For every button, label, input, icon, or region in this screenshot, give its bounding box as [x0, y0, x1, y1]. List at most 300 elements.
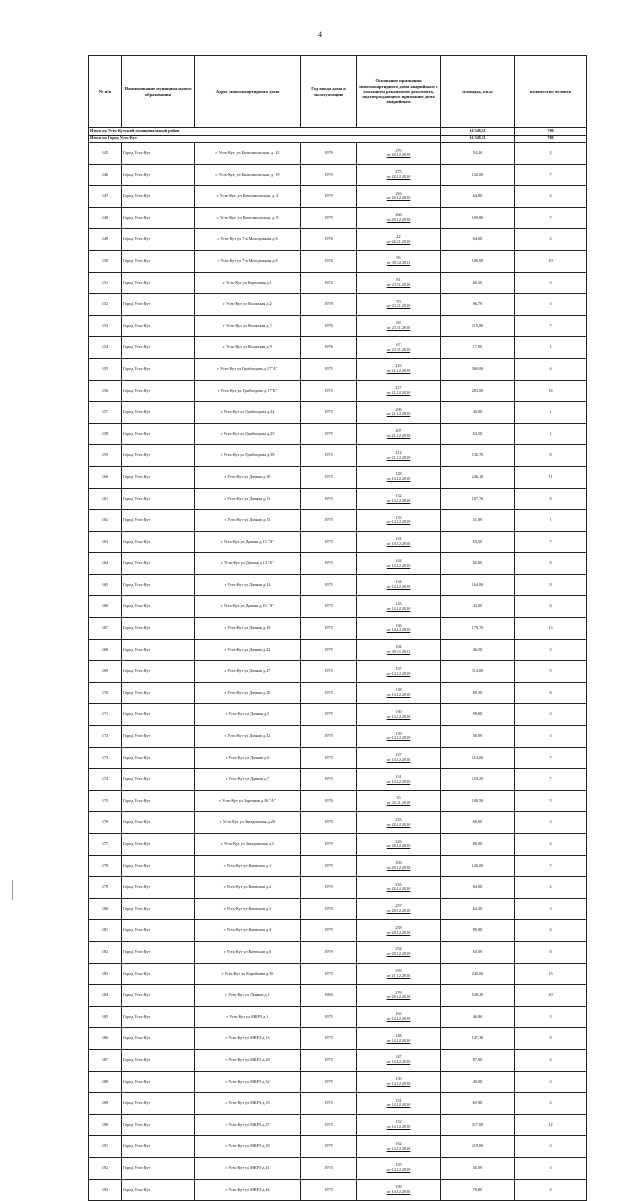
cell-year: 1979 — [301, 920, 357, 942]
cell-area: 36,00 — [441, 1157, 515, 1179]
cell-num: 151 — [89, 272, 122, 294]
basis-doc-date: от 21.12.2010 — [386, 454, 411, 460]
cell-address: г Усть-Кут ул Грибоедова д.17"Б" — [195, 380, 301, 402]
cell-municipality: Город Усть-Кут — [122, 1028, 195, 1050]
cell-area: 528,20 — [441, 985, 515, 1007]
table-row — [89, 1093, 587, 1115]
cell-basis — [357, 553, 441, 575]
cell-num: 187 — [89, 1049, 122, 1071]
cell-people: 7 — [515, 855, 587, 877]
cell-year: 1975 — [301, 423, 357, 445]
basis-doc-date: от 28.12.2010 — [386, 821, 411, 827]
basis-doc-number: 151 — [395, 1097, 402, 1103]
basis-doc-date: от 23.11.2010 — [386, 281, 411, 287]
cell-basis — [357, 985, 441, 1007]
cell-address: г Усть-Кут ул МКРЗ д.44 — [195, 1179, 301, 1201]
cell-basis — [357, 445, 441, 467]
basis-doc-number: 127 — [395, 752, 402, 758]
cell-basis — [357, 315, 441, 337]
cell-num: 167 — [89, 618, 122, 640]
cell-year: 1975 — [301, 553, 357, 575]
cell-basis — [357, 1071, 441, 1093]
cell-address: г Усть-Кут ул Звездинская д.20 — [195, 812, 301, 834]
cell-people: 3 — [515, 1006, 587, 1028]
cell-num: 160 — [89, 466, 122, 488]
cell-area: 79,80 — [441, 1179, 515, 1201]
cell-year: 1975 — [301, 596, 357, 618]
basis-doc-date: от 14.12.2010 — [386, 1037, 411, 1043]
cell-year: 1974 — [301, 1157, 357, 1179]
table-row — [89, 704, 587, 726]
cell-address: г Усть-Кут ул МКРЗ д.37 — [195, 1114, 301, 1136]
header-people: количество человек — [515, 56, 587, 128]
basis-doc-date: от 28.12.2010 — [386, 886, 411, 892]
cell-people: 7 — [515, 747, 587, 769]
cell-year: 1979 — [301, 898, 357, 920]
cell-basis — [357, 337, 441, 359]
cell-people: 3 — [515, 704, 587, 726]
cell-municipality: Город Усть-Кут — [122, 790, 195, 812]
cell-municipality: Город Усть-Кут — [122, 834, 195, 856]
basis-doc-date: от 28.12.2010 — [386, 951, 411, 957]
cell-municipality: Город Усть-Кут — [122, 380, 195, 402]
cell-address: г Усть-Кут ул Дачная д.10 — [195, 466, 301, 488]
table-row — [89, 358, 587, 380]
cell-address: г. Усть-Кут, ул Комсомольская, д. 19 — [195, 164, 301, 186]
cell-year: 1975 — [301, 618, 357, 640]
basis-doc-number: 70 — [396, 298, 401, 304]
cell-year: 1975 — [301, 488, 357, 510]
cell-municipality: Город Усть-Кут — [122, 1006, 195, 1028]
cell-municipality: Город Усть-Кут — [122, 639, 195, 661]
cell-area: 82,80 — [441, 553, 515, 575]
cell-basis — [357, 186, 441, 208]
cell-year: 1978 — [301, 294, 357, 316]
cell-area: 87,00 — [441, 1049, 515, 1071]
basis-doc-date: от 14.12.2010 — [386, 735, 411, 741]
cell-people: 10 — [515, 250, 587, 272]
table-row — [89, 553, 587, 575]
basis-doc-date: от 28.12.2010 — [386, 173, 411, 179]
basis-doc-date: от 14.12.2010 — [386, 1124, 411, 1130]
cell-num: 176 — [89, 812, 122, 834]
cell-address: г Усть-Кут ул Киевская д.6 — [195, 941, 301, 963]
cell-people: 3 — [515, 1157, 587, 1179]
basis-doc-date: от 14.12.2010 — [386, 562, 411, 568]
cell-area: 179,70 — [441, 618, 515, 640]
table-row — [89, 898, 587, 920]
basis-doc-date: от 28.12.2010 — [386, 994, 411, 1000]
cell-basis — [357, 1006, 441, 1028]
cell-num: 189 — [89, 1093, 122, 1115]
cell-num: 178 — [89, 855, 122, 877]
basis-doc-number: 206 — [395, 406, 402, 412]
cell-num: 162 — [89, 510, 122, 532]
cell-address: г Усть-Кут ул 7-я Молодежная д.8 — [195, 250, 301, 272]
cell-people: 6 — [515, 596, 587, 618]
cell-num: 190 — [89, 1114, 122, 1136]
cell-basis — [357, 941, 441, 963]
cell-people: 6 — [515, 920, 587, 942]
cell-municipality: Город Усть-Кут — [122, 294, 195, 316]
basis-doc-date: от 28.12.2010 — [386, 195, 411, 201]
cell-municipality: Город Усть-Кут — [122, 1049, 195, 1071]
cell-num: 186 — [89, 1028, 122, 1050]
cell-address: г Усть-Кут ул Дачная д.7 — [195, 769, 301, 791]
basis-doc-date: от 14.12.2010 — [386, 1016, 411, 1022]
basis-doc-date: от 21.12.2010 — [386, 433, 411, 439]
basis-doc-number: 193 — [395, 968, 402, 974]
cell-basis — [357, 488, 441, 510]
cell-municipality: Город Усть-Кут — [122, 445, 195, 467]
cell-area: 99,00 — [441, 704, 515, 726]
basis-doc-date: от 28.12.2010 — [386, 843, 411, 849]
cell-num: 152 — [89, 294, 122, 316]
cell-basis — [357, 682, 441, 704]
cell-num: 168 — [89, 639, 122, 661]
cell-basis — [357, 1157, 441, 1179]
cell-address: г Усть-Кут ул Дачная д.19 — [195, 618, 301, 640]
cell-area: 100,50 — [441, 790, 515, 812]
cell-area: 56,00 — [441, 726, 515, 748]
basis-doc-number: 258 — [395, 924, 402, 930]
basis-doc-number: 143 — [395, 600, 402, 606]
cell-year: 1975 — [301, 445, 357, 467]
cell-address: г Усть-Кут ул Дачная д.13 — [195, 510, 301, 532]
cell-area: 86,70 — [441, 294, 515, 316]
basis-doc-number: 137 — [395, 665, 402, 671]
header-area: площадь, кв.м — [441, 56, 515, 128]
cell-basis — [357, 531, 441, 553]
emergency-housing-table — [88, 55, 587, 1201]
header-year: Год ввода дома в эксплуатацию — [301, 56, 357, 128]
cell-basis — [357, 574, 441, 596]
cell-year: 1979 — [301, 207, 357, 229]
cell-address: г Усть-Кут ул Киевская д.3 — [195, 898, 301, 920]
basis-doc-date: от 14.12.2010 — [386, 519, 411, 525]
cell-municipality: Город Усть-Кут — [122, 488, 195, 510]
cell-address: г Усть-Кут ул Волжская д.9 — [195, 337, 301, 359]
cell-num: 147 — [89, 186, 122, 208]
cell-area: 40,00 — [441, 402, 515, 424]
scan-margin-mark — [12, 880, 13, 900]
basis-doc-date: от 21.12.2010 — [386, 972, 411, 978]
basis-doc-date: от 30.12.2011 — [386, 260, 411, 266]
cell-num: 173 — [89, 747, 122, 769]
cell-people: 4 — [515, 186, 587, 208]
cell-people: 4 — [515, 834, 587, 856]
cell-area: 64,80 — [441, 186, 515, 208]
cell-num: 150 — [89, 250, 122, 272]
cell-people: 5 — [515, 661, 587, 683]
cell-address: г Усть-Кут ул Дачная д.22 — [195, 639, 301, 661]
header-address: Адрес многоквартирного дома — [195, 56, 301, 128]
cell-people: 11 — [515, 466, 587, 488]
cell-address: г Усть-Кут ул Грибоедова д.24 — [195, 402, 301, 424]
cell-area: 114,00 — [441, 661, 515, 683]
cell-area: 63,50 — [441, 531, 515, 553]
cell-people: 4 — [515, 1179, 587, 1201]
cell-basis — [357, 596, 441, 618]
cell-municipality: Город Усть-Кут — [122, 747, 195, 769]
cell-municipality: Город Усть-Кут — [122, 466, 195, 488]
cell-people: 2 — [515, 639, 587, 661]
cell-num: 191 — [89, 1136, 122, 1158]
table-row — [89, 466, 587, 488]
cell-num: 182 — [89, 941, 122, 963]
table-row — [89, 1179, 587, 1201]
cell-basis — [357, 358, 441, 380]
cell-municipality: Город Усть-Кут — [122, 229, 195, 251]
table-row — [89, 337, 587, 359]
cell-area: 119,06 — [441, 1136, 515, 1158]
cell-year: 1976 — [301, 315, 357, 337]
cell-year: 1975 — [301, 682, 357, 704]
basis-doc-number: 138 — [395, 687, 402, 693]
basis-doc-date: от 30.11.2011 — [386, 648, 411, 654]
basis-doc-number: 147 — [395, 1054, 402, 1060]
basis-doc-number: 254 — [395, 946, 402, 952]
cell-municipality: Город Усть-Кут — [122, 186, 195, 208]
header-num: № п/п — [89, 56, 122, 128]
cell-num: 184 — [89, 985, 122, 1007]
basis-doc-date: от 14.12.2010 — [386, 476, 411, 482]
cell-address: г. Усть-Кут, ул Комсомольская, д. 8 — [195, 207, 301, 229]
cell-address: г Усть-Кут ул Грибоедова д.39 — [195, 445, 301, 467]
cell-address: г Усть-Кут ул Береговая д.1 — [195, 272, 301, 294]
cell-address: г. Усть-Кут, ул Комсомольская, д. 4 — [195, 186, 301, 208]
cell-municipality: Город Усть-Кут — [122, 812, 195, 834]
cell-basis — [357, 812, 441, 834]
cell-basis — [357, 143, 441, 165]
cell-area: 65,90 — [441, 1093, 515, 1115]
cell-year: 1975 — [301, 1179, 357, 1201]
table-row — [89, 488, 587, 510]
page-number: 4 — [318, 30, 322, 39]
table-row — [89, 769, 587, 791]
cell-area: 240,00 — [441, 963, 515, 985]
cell-people: 8 — [515, 941, 587, 963]
cell-num: 148 — [89, 207, 122, 229]
cell-basis — [357, 855, 441, 877]
cell-basis — [357, 704, 441, 726]
basis-doc-number: 217 — [395, 385, 402, 391]
cell-year: 1975 — [301, 747, 357, 769]
cell-address: г Усть-Кут ул Дачная д.29 — [195, 682, 301, 704]
cell-year: 1975 — [301, 510, 357, 532]
cell-area: 40,00 — [441, 1071, 515, 1093]
cell-people: 3 — [515, 1071, 587, 1093]
cell-people: 3 — [515, 1136, 587, 1158]
cell-num: 170 — [89, 682, 122, 704]
basis-doc-number: 214 — [395, 449, 402, 455]
basis-doc-date: от 21.12.2010 — [386, 411, 411, 417]
basis-doc-number: 131 — [395, 773, 402, 779]
cell-year: 1975 — [301, 769, 357, 791]
cell-address: г Усть-Кут ул Дачная д.3 — [195, 704, 301, 726]
cell-area: 360,00 — [441, 358, 515, 380]
cell-num: 155 — [89, 358, 122, 380]
basis-doc-number: 96 — [396, 255, 401, 261]
cell-num: 193 — [89, 1179, 122, 1201]
basis-doc-date: от 14.12.2010 — [386, 670, 411, 676]
cell-basis — [357, 639, 441, 661]
cell-area: 126,00 — [441, 855, 515, 877]
basis-doc-date: от 14.12.2010 — [386, 778, 411, 784]
cell-address: г Усть-Кут ул МКРЗ д.1 — [195, 1006, 301, 1028]
cell-people: 12 — [515, 1114, 587, 1136]
cell-people: 30 — [515, 985, 587, 1007]
cell-municipality: Город Усть-Кут — [122, 704, 195, 726]
table-row — [89, 855, 587, 877]
basis-doc-number: 150 — [395, 1076, 402, 1082]
cell-people: 1 — [515, 510, 587, 532]
cell-area: 54,20 — [441, 143, 515, 165]
cell-address: г Усть-Кут ул МКРЗ д.20 — [195, 1049, 301, 1071]
cell-people: 3 — [515, 812, 587, 834]
cell-year: 1975 — [301, 1136, 357, 1158]
cell-area: 43,00 — [441, 596, 515, 618]
table-row — [89, 747, 587, 769]
table-row — [89, 1006, 587, 1028]
cell-basis — [357, 726, 441, 748]
cell-municipality: Город Усть-Кут — [122, 920, 195, 942]
cell-year: 1975 — [301, 402, 357, 424]
cell-area: 64,50 — [441, 423, 515, 445]
cell-num: 153 — [89, 315, 122, 337]
cell-num: 161 — [89, 488, 122, 510]
cell-num: 171 — [89, 704, 122, 726]
cell-area: 110,20 — [441, 769, 515, 791]
cell-area: 64,00 — [441, 229, 515, 251]
cell-year: 1975 — [301, 380, 357, 402]
cell-address: г Усть-Кут ул Киевская д.2 — [195, 877, 301, 899]
table-row — [89, 1157, 587, 1179]
table-row — [89, 985, 587, 1007]
cell-municipality: Город Усть-Кут — [122, 337, 195, 359]
cell-year: 1976 — [301, 790, 357, 812]
cell-basis — [357, 1136, 441, 1158]
basis-doc-number: 155 — [395, 1162, 402, 1168]
cell-basis — [357, 963, 441, 985]
cell-num: 154 — [89, 337, 122, 359]
table-row — [89, 941, 587, 963]
table-row — [89, 229, 587, 251]
cell-area: 217,00 — [441, 1114, 515, 1136]
cell-municipality: Город Усть-Кут — [122, 510, 195, 532]
cell-area: 66,00 — [441, 812, 515, 834]
cell-municipality: Город Усть-Кут — [122, 1179, 195, 1201]
cell-people: 1 — [515, 337, 587, 359]
cell-area: 164,00 — [441, 574, 515, 596]
table-row — [89, 596, 587, 618]
table-row — [89, 250, 587, 272]
basis-doc-number: 134 — [395, 579, 402, 585]
basis-doc-number: 42 — [396, 233, 401, 239]
cell-address: г Усть-Кут ул МКРЗ д.39 — [195, 1136, 301, 1158]
basis-doc-date: от 14.12.2010 — [386, 692, 411, 698]
cell-area: 203,00 — [441, 380, 515, 402]
cell-year: 1975 — [301, 358, 357, 380]
summary-row-district — [89, 128, 587, 136]
cell-people: 3 — [515, 726, 587, 748]
cell-people: 1 — [515, 423, 587, 445]
basis-doc-date: от 14.12.2010 — [386, 1059, 411, 1065]
table-row — [89, 423, 587, 445]
cell-people: 16 — [515, 380, 587, 402]
cell-num: 183 — [89, 963, 122, 985]
cell-municipality: Город Усть-Кут — [122, 164, 195, 186]
cell-basis — [357, 380, 441, 402]
table-row — [89, 207, 587, 229]
cell-address: г Усть-Кут ул МКРЗ д.33 — [195, 1093, 301, 1115]
basis-doc-number: 275 — [395, 169, 402, 175]
cell-basis — [357, 402, 441, 424]
cell-address: г Усть-Кут ул 7-я Молодежная д.6 — [195, 229, 301, 251]
basis-doc-number: 142 — [395, 557, 402, 563]
cell-municipality: Город Усть-Кут — [122, 272, 195, 294]
cell-people: 3 — [515, 898, 587, 920]
cell-address: г Усть-Кут ул Дачная д.14 — [195, 574, 301, 596]
summary-label: Итого по Усть-Кутский муниципальный район — [89, 128, 441, 136]
cell-basis — [357, 790, 441, 812]
cell-people: 7 — [515, 531, 587, 553]
cell-year: 1979 — [301, 877, 357, 899]
cell-municipality: Город Усть-Кут — [122, 315, 195, 337]
cell-municipality: Город Усть-Кут — [122, 877, 195, 899]
cell-basis — [357, 1049, 441, 1071]
basis-doc-number: 263 — [395, 190, 402, 196]
cell-municipality: Город Усть-Кут — [122, 574, 195, 596]
cell-people: 6 — [515, 488, 587, 510]
cell-people: 7 — [515, 207, 587, 229]
cell-basis — [357, 510, 441, 532]
table-row — [89, 920, 587, 942]
cell-area: 136,70 — [441, 445, 515, 467]
basis-doc-date: от 14.12.2010 — [386, 627, 411, 633]
header-municipality: Наименование муниципального образования — [122, 56, 195, 128]
cell-basis — [357, 164, 441, 186]
cell-basis — [357, 1028, 441, 1050]
cell-basis — [357, 207, 441, 229]
cell-people: 9 — [515, 1028, 587, 1050]
basis-doc-number: 253 — [395, 816, 402, 822]
table-row — [89, 661, 587, 683]
basis-doc-date: от 28.12.2010 — [386, 217, 411, 223]
cell-year: 1975 — [301, 531, 357, 553]
basis-doc-number: 148 — [395, 1032, 402, 1038]
cell-num: 188 — [89, 1071, 122, 1093]
cell-year: 1975 — [301, 1006, 357, 1028]
cell-year: 1979 — [301, 186, 357, 208]
cell-basis — [357, 294, 441, 316]
cell-address: г Усть-Кут ул Дачная д.11 — [195, 488, 301, 510]
cell-basis — [357, 747, 441, 769]
cell-address: г Усть-Кут ул Ленина д.1 — [195, 985, 301, 1007]
cell-municipality: Город Усть-Кут — [122, 618, 195, 640]
cell-num: 165 — [89, 574, 122, 596]
cell-people: 3 — [515, 272, 587, 294]
basis-doc-date: от 14.12.2010 — [386, 497, 411, 503]
cell-basis — [357, 920, 441, 942]
cell-area: 107,70 — [441, 488, 515, 510]
cell-area: 63,00 — [441, 941, 515, 963]
cell-address: г Усть-Кут ул Заречная д.36 "А" — [195, 790, 301, 812]
basis-doc-date: от 14.12.2010 — [386, 1167, 411, 1173]
cell-year: 1975 — [301, 639, 357, 661]
cell-area: 147,30 — [441, 1028, 515, 1050]
table-header-row — [89, 56, 587, 128]
